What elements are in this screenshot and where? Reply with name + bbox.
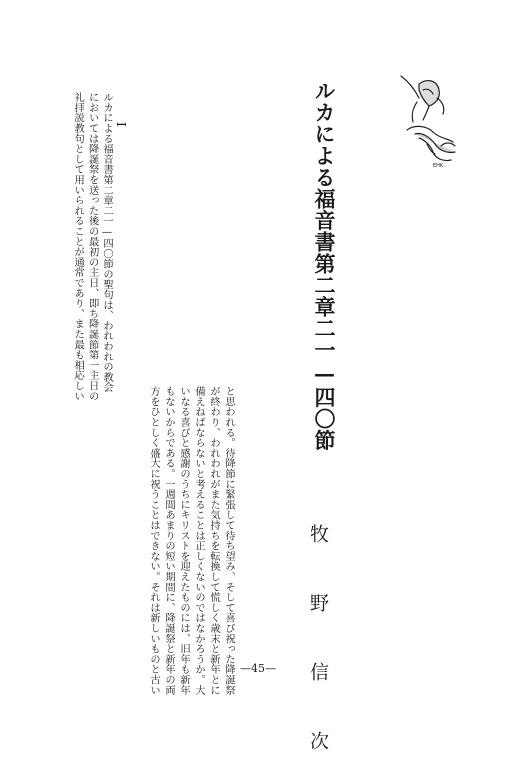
text-line: 礼拝説教句として用いられることが通常であり、また最も相応しい <box>72 92 85 401</box>
page-number: —45— <box>240 662 276 675</box>
text-line: が終わり、われわれがまた気持ちを転換して慌しく歳末と新年とに <box>208 386 220 695</box>
text-line: いなる喜びと感謝のうちにキリストを迎えたものには、旧年も新年 <box>178 386 190 695</box>
text-line: においては降誕祭を送った後の最初の主日、即ち降誕節第一主日の <box>86 92 99 401</box>
text-line: と思われる。待降節に緊張して待ち望み、そして喜び祝った降誕祭 <box>223 386 235 695</box>
body-text-lower <box>146 386 236 695</box>
praying-hands-illustration <box>397 72 459 170</box>
author-name: 牧 野 信 次 <box>307 524 329 764</box>
illustration-signature: EHK. <box>433 163 445 169</box>
text-line: 方をひとしく盛大に祝うことはできない。それは新しいものと古い <box>148 386 160 695</box>
section-number: I <box>114 122 128 127</box>
article-title: ルカによる福音書第二章二一—四〇節 <box>312 80 337 452</box>
body-text-upper <box>71 92 114 401</box>
text-line: 備えねばならないと考えることは正しくないのではなかろうか。大 <box>193 386 205 695</box>
text-line: ルカによる福音書第二章二一—四〇節の聖句は、われわれの教会 <box>101 92 113 393</box>
text-line: もないからである。一週間あまりの短い期間に、降誕祭と新年の両 <box>163 386 175 695</box>
